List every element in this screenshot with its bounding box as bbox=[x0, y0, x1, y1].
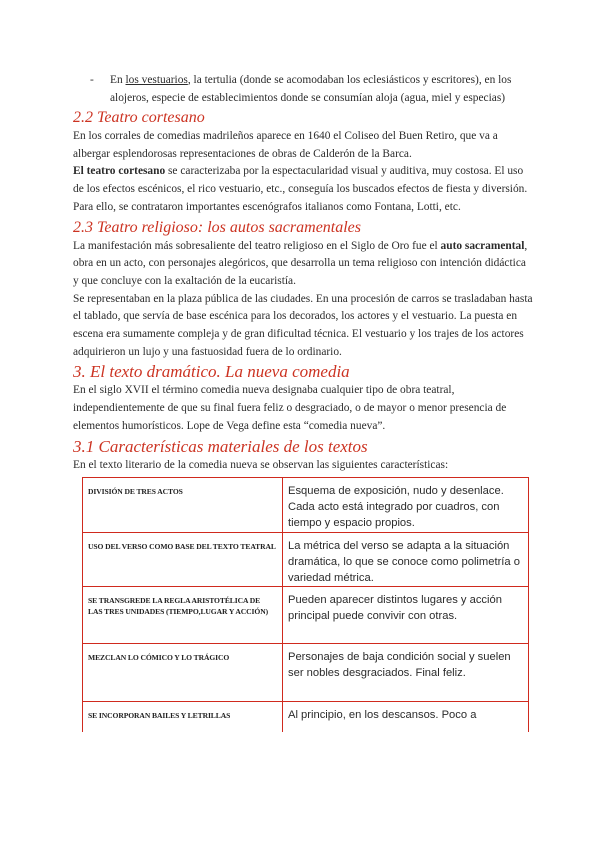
table-cell-description: Pueden aparecer distintos lugares y acción principal puede convivir con otras. bbox=[288, 594, 502, 623]
table-cell-description: Personajes de baja condición social y suelen ser nobles desgraciados. Final feliz. bbox=[288, 651, 511, 680]
table-cell-description: La métrica del verso se adapta a la situación dramática, lo que se conoce como polimetría o variedad métrica. bbox=[288, 540, 520, 585]
table-row bbox=[83, 644, 528, 702]
bullet-text: , la tertulia (donde se acomodaban los eclesiásticos y escritores), en los alojeros, especie de establecimientos donde se consumían aloja (agua, miel y especias) bbox=[110, 74, 512, 104]
paragraph-coliseo: En los corrales de comedias madrileños aparece en 1640 el Coliseo del Buen Retiro, que va a albergar esplendorosas representaciones de obras de Calderón de la Barca. bbox=[73, 130, 498, 160]
heading-3-1: 3.1 Características materiales de los textos bbox=[73, 436, 368, 456]
table-cell-description: Esquema de exposición, nudo y desenlace. Cada acto está integrado por cuadros, con tiempo y espacio propios. bbox=[288, 485, 504, 530]
document-page bbox=[73, 72, 533, 732]
table-cell-description: Al principio, en los descansos. Poco a bbox=[288, 709, 477, 722]
paragraph-auto-start: La manifestación más sobresaliente del teatro religioso en el Siglo de Oro fue el bbox=[73, 239, 441, 252]
paragraph-auto-end: , obra en un acto, con personajes alegóricos, que desarrolla un tema religioso con intención didáctica y que concluye con la exaltación de la eucaristía. bbox=[73, 239, 528, 287]
paragraph-auto-sacramental bbox=[73, 238, 533, 291]
bold-teatro-cortesano: El teatro cortesano bbox=[73, 165, 166, 178]
paragraph-comedia-nueva: En el siglo XVII el término comedia nueva designaba cualquier tipo de obra teatral, independientemente de que su final fuera feliz o desgraciado, o de mayor o menor presencia de elementos humorísticos. Lope de Vega define esta “comedia nueva”. bbox=[73, 384, 507, 432]
paragraph-teatro-cortesano-text: se caracterizaba por la espectacularidad visual y auditiva, muy costosa. El uso de los efectos escénicos, el rico vestuario, etc., conseguía los buscados efectos de fiesta y diversión. Para ello, se contrataron importantes escenógrafos italianos como Fontana, Lotti, etc. bbox=[73, 165, 528, 213]
paragraph-teatro-cortesano bbox=[73, 163, 533, 216]
table-row bbox=[83, 478, 528, 533]
heading-2-2: 2.2 Teatro cortesano bbox=[73, 109, 205, 126]
table-cell-feature: DIVISIÓN DE TRES ACTOS bbox=[83, 478, 283, 532]
bullet-prefix: En bbox=[110, 74, 126, 86]
table-cell-feature: SE TRANSGREDE LA REGLA ARISTOTÉLICA DE LAS TRES UNIDADES (TIEMPO,LUGAR Y ACCIÓN) bbox=[83, 587, 283, 643]
paragraph-representaciones: Se representaban en la plaza pública de las ciudades. En una procesión de carros se trasladaban hasta el tablado, que servía de base escénica para los decorados, los actores y el vestuario. La puesta en escena era sumamente compleja y de gran dificultad técnica. El vestuario y los trajes de los actores adquirieron un lujo y una fastuosidad fuera de lo ordinario. bbox=[73, 292, 533, 358]
table-row bbox=[83, 702, 528, 732]
bullet-item-vestuarios bbox=[73, 72, 533, 107]
table-cell-feature: USO DEL VERSO COMO BASE DEL TEXTO TEATRAL bbox=[83, 533, 283, 586]
table-row bbox=[83, 587, 528, 644]
underlined-term: los vestuarios bbox=[125, 74, 188, 86]
bold-auto-sacramental: auto sacramental bbox=[440, 239, 525, 252]
characteristics-table bbox=[82, 477, 529, 732]
paragraph-caracteristicas-intro: En el texto literario de la comedia nueva se observan las siguientes características: bbox=[73, 458, 449, 471]
table-cell-feature: MEZCLAN LO CÓMICO Y LO TRÁGICO bbox=[83, 644, 283, 701]
heading-2-3: 2.3 Teatro religioso: los autos sacramentales bbox=[73, 218, 362, 236]
heading-3: 3. El texto dramático. La nueva comedia bbox=[73, 362, 350, 382]
bullet-dash: - bbox=[90, 74, 94, 86]
table-cell-feature: SE INCORPORAN BAILES Y LETRILLAS bbox=[83, 702, 283, 732]
table-row bbox=[83, 533, 528, 587]
